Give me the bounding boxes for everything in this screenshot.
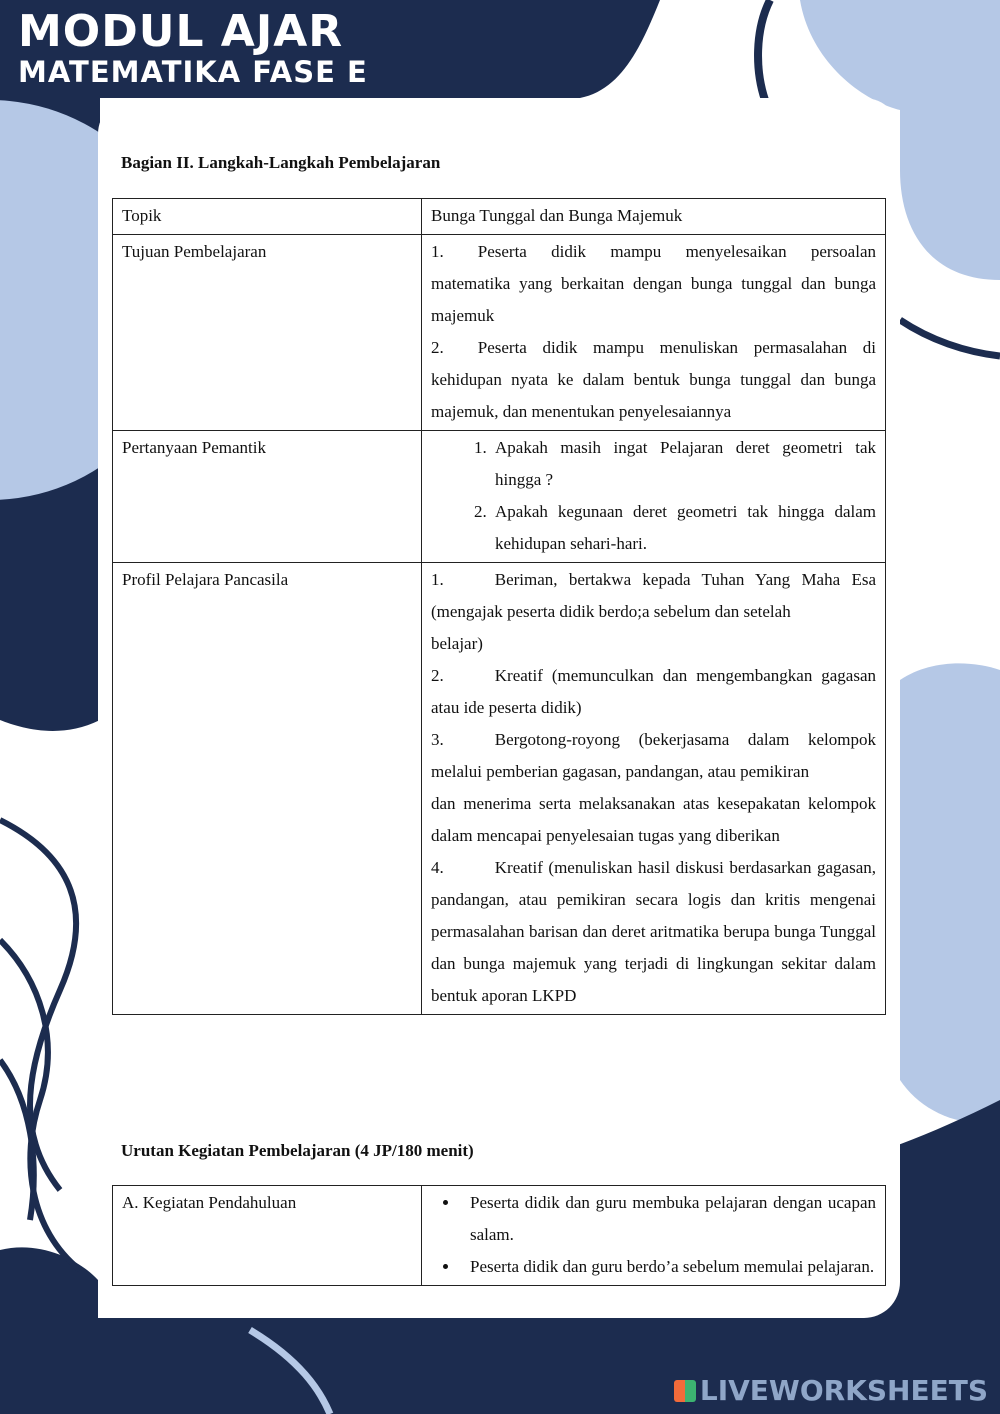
liveworksheets-watermark[interactable]: [674, 1374, 988, 1407]
list-item: 4. Kreatif (menuliskan hasil diskusi berdasarkan gagasan, pandangan, atau pemikiran secara logis dan kritis mengenai permasalahan barisan dan deret aritmatika berupa bunga Tunggal dan bunga majemuk yang terjadi di lingkungan sekitar dalam bentuk aporan LKPD: [431, 858, 876, 1005]
row-key-topik: Topik: [113, 199, 422, 235]
row-value-topik: Bunga Tunggal dan Bunga Majemuk: [422, 199, 886, 235]
section-heading-urutan: Urutan Kegiatan Pembelajaran (4 JP/180 menit): [121, 1141, 474, 1160]
table-row: [113, 235, 886, 431]
table-row: [113, 431, 886, 563]
list-item: 1. Beriman, bertakwa kepada Tuhan Yang Maha Esa (mengajak peserta didik berdo;a sebelum dan setelah: [431, 570, 876, 621]
row-key-profil: Profil Pelajara Pancasila: [113, 563, 422, 1015]
list-item: 1. Apakah masih ingat Pelajaran deret geometri tak hingga ?: [491, 432, 876, 496]
table-row: [113, 199, 886, 235]
liveworksheets-logo-icon: [674, 1380, 696, 1402]
module-header: [18, 6, 368, 89]
row-key-pendahuluan: A. Kegiatan Pendahuluan: [113, 1186, 422, 1286]
row-key-tujuan: Tujuan Pembelajaran: [113, 235, 422, 431]
watermark-text: LIVEWORKSHEETS: [699, 1374, 988, 1407]
list-item: 3. Bergotong-royong (bekerjasama dalam kelompok melalui pemberian gagasan, pandangan, atau pemikiran: [431, 730, 876, 781]
list-item: 1. Peserta didik mampu menyelesaikan persoalan matematika yang berkaitan dengan bunga tunggal dan bunga majemuk: [431, 242, 876, 325]
table-row: [113, 1186, 886, 1286]
list-item: dan menerima serta melaksanakan atas kesepakatan kelompok dalam mencapai penyelesaian tugas yang diberikan: [431, 794, 876, 845]
row-value-tujuan: [422, 235, 886, 431]
table-row: [113, 563, 886, 1015]
list-item: 2. Peserta didik mampu menuliskan permasalahan di kehidupan nyata ke dalam bentuk bunga tunggal dan bunga majemuk, dan menentukan penyelesaiannya: [431, 338, 876, 421]
list-item: 2. Kreatif (memunculkan dan mengembangkan gagasan atau ide peserta didik): [431, 666, 876, 717]
list-item: • Peserta didik dan guru berdo’a sebelum memulai pelajaran.: [460, 1251, 876, 1283]
lesson-steps-table: [112, 198, 886, 1015]
row-key-pemantik: Pertanyaan Pemantik: [113, 431, 422, 563]
module-title: MODUL AJAR: [18, 6, 344, 57]
module-subtitle: MATEMATIKA FASE E: [18, 55, 368, 89]
list-item: belajar): [431, 634, 483, 653]
activity-table: [112, 1185, 886, 1286]
row-value-pemantik: [422, 431, 886, 563]
list-item: 2. Apakah kegunaan deret geometri tak hingga dalam kehidupan sehari-hari.: [491, 496, 876, 560]
list-item: • Peserta didik dan guru membuka pelajaran dengan ucapan salam.: [460, 1187, 876, 1251]
row-value-profil: [422, 563, 886, 1015]
row-value-pendahuluan: [422, 1186, 886, 1286]
section-heading-langkah: Bagian II. Langkah-Langkah Pembelajaran: [121, 153, 441, 172]
